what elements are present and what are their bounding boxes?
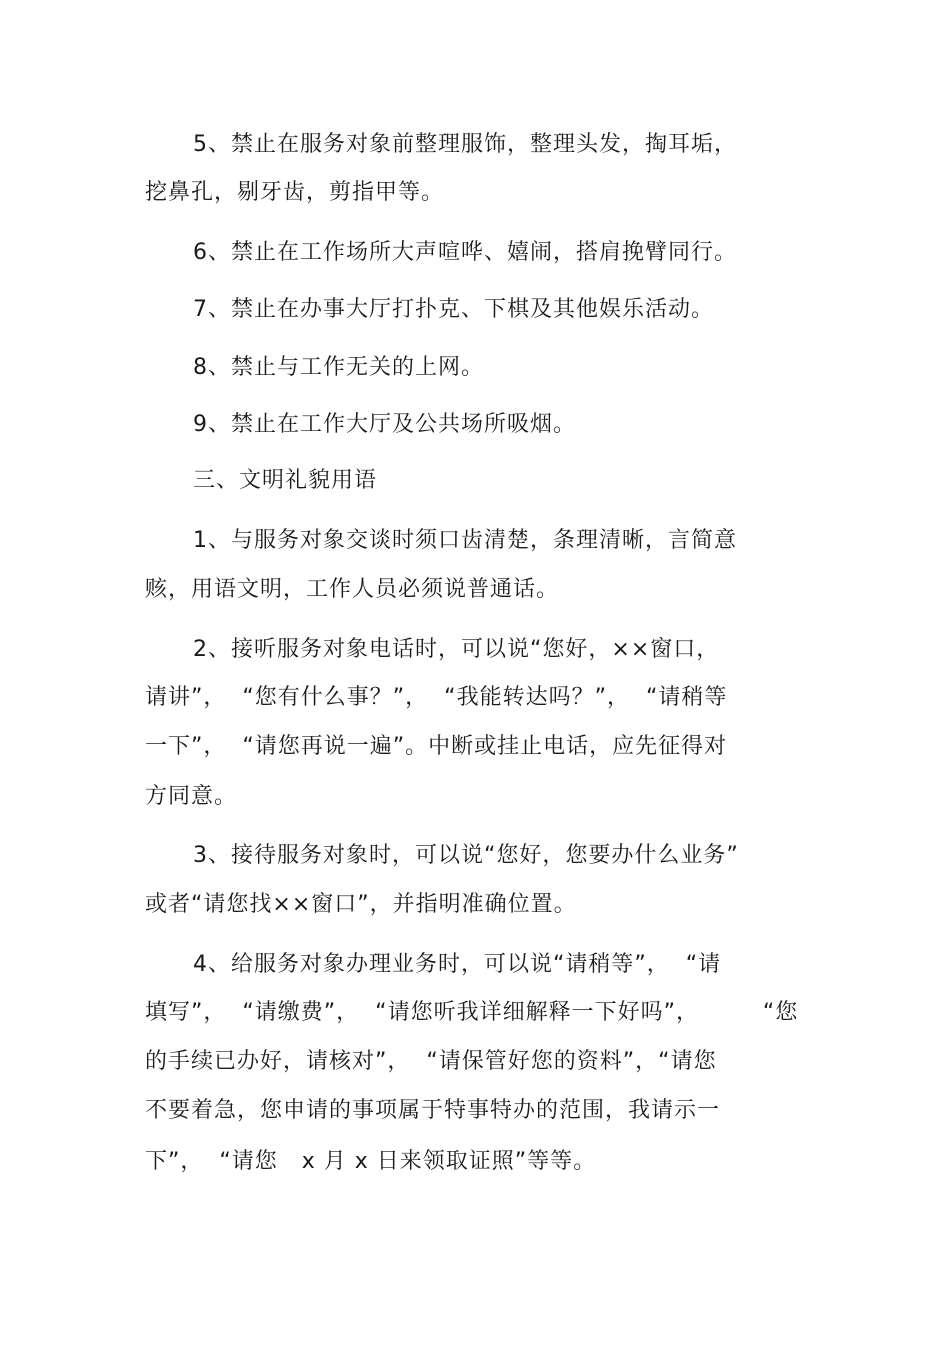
paragraph-line: 或者“请您找××窗口”，并指明准确位置。 <box>145 892 577 917</box>
paragraph-line: 6、禁止在工作场所大声喧哗、嬉闹，搭肩挽臂同行。 <box>193 240 737 265</box>
paragraph-line: 方同意。 <box>145 784 238 809</box>
paragraph-line: 下”， “请您 x 月 x 日来领取证照”等等。 <box>145 1149 597 1174</box>
paragraph-line: 2、接听服务对象电话时，可以说“您好，××窗口， <box>193 637 720 662</box>
paragraph-line: 1、与服务对象交谈时须口齿清楚，条理清晰，言简意 <box>193 528 737 553</box>
paragraph-line: 9、禁止在工作大厅及公共场所吸烟。 <box>193 412 576 437</box>
paragraph-line: 请讲”， “您有什么事？”， “我能转达吗？”， “请稍等 <box>145 685 728 710</box>
section-heading: 三、文明礼貌用语 <box>193 468 378 493</box>
paragraph-line: 7、禁止在办事大厅打扑克、下棋及其他娱乐活动。 <box>193 297 714 322</box>
paragraph-line: 8、禁止与工作无关的上网。 <box>193 355 484 380</box>
paragraph-line: 4、给服务对象办理业务时，可以说“请稍等”， “请 <box>193 952 722 977</box>
paragraph-line: 挖鼻孔，剔牙齿，剪指甲等。 <box>145 180 445 205</box>
paragraph-line: 不要着急，您申请的事项属于特事特办的范围，我请示一 <box>145 1098 721 1123</box>
paragraph-line: 5、禁止在服务对象前整理服饰，整理头发，掏耳垢， <box>193 132 737 157</box>
paragraph-line: 填写”， “请缴费”， “请您听我详细解释一下好吗”， “您 <box>145 1000 799 1025</box>
paragraph-line: 的手续已办好，请核对”， “请保管好您的资料”，“请您 <box>145 1049 717 1074</box>
paragraph-line: 一下”， “请您再说一遍”。中断或挂止电话，应先征得对 <box>145 734 728 759</box>
paragraph-line: 赅，用语文明，工作人员必须说普通话。 <box>145 577 560 602</box>
paragraph-line: 3、接待服务对象时，可以说“您好，您要办什么业务” <box>193 843 739 868</box>
